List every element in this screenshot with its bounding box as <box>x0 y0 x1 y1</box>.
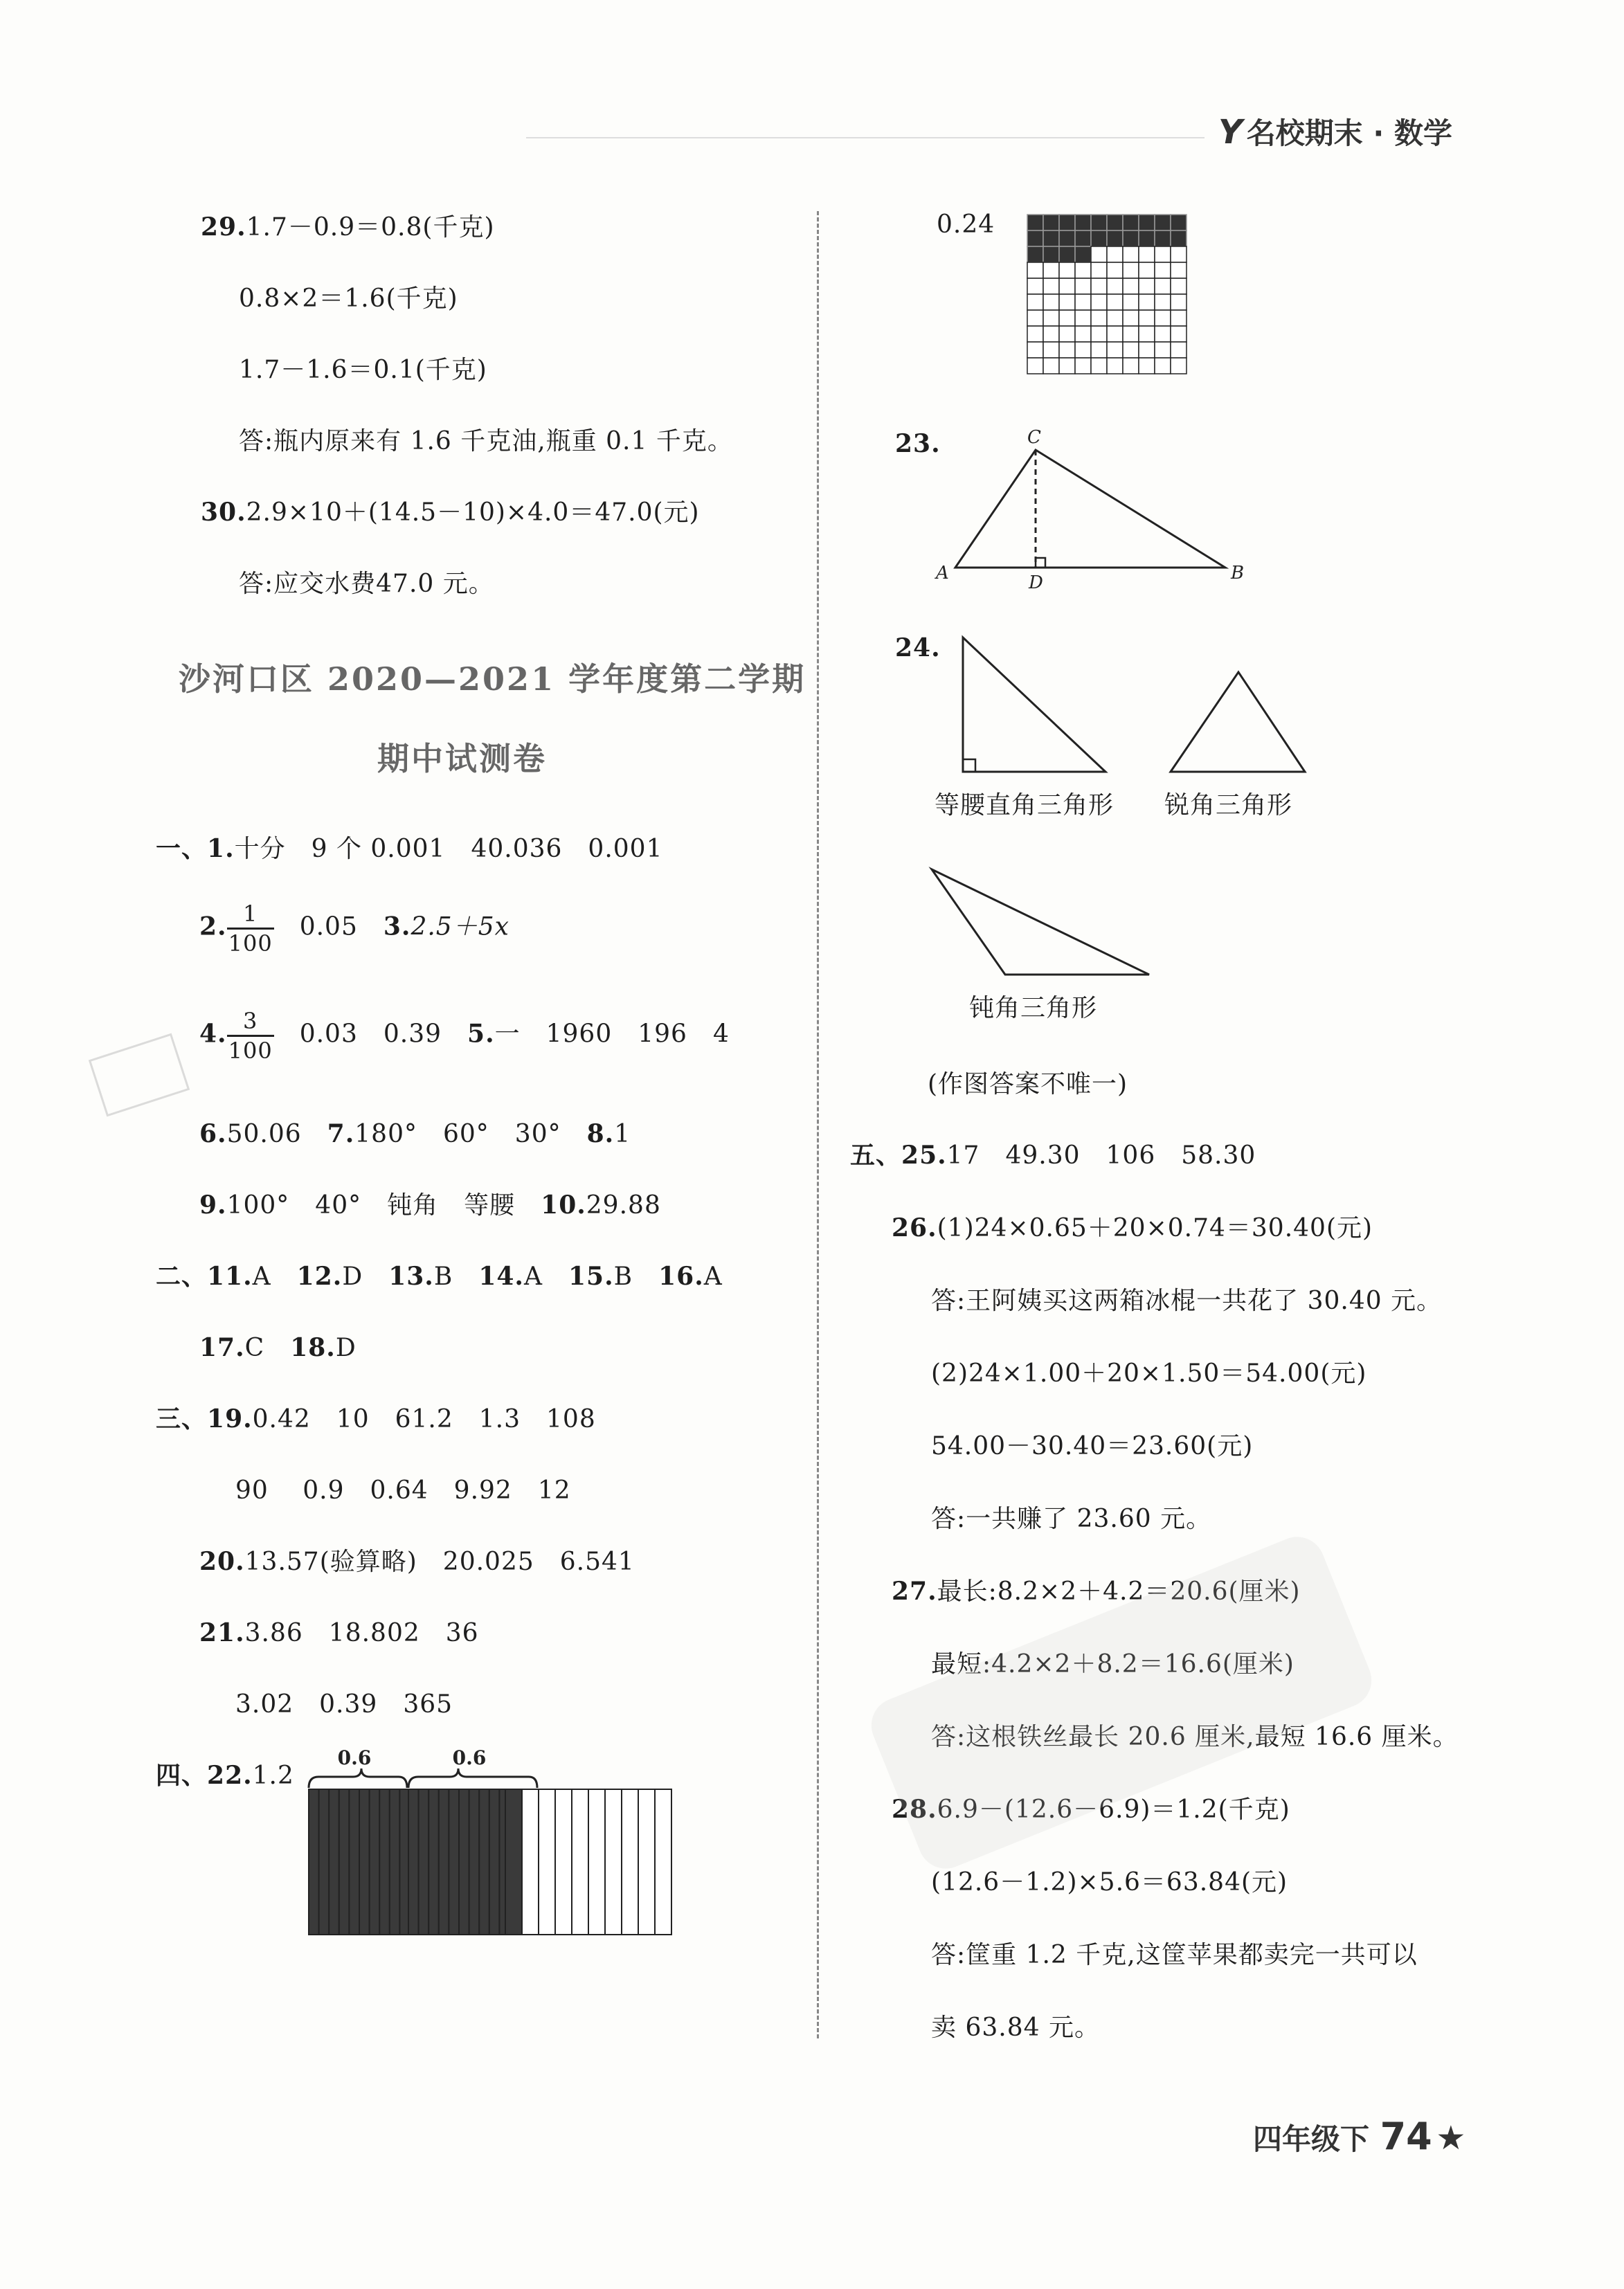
bar-strip <box>622 1789 638 1935</box>
q29-line3: 1.7－1.6＝0.1(千克) <box>239 356 487 384</box>
bar-strip <box>555 1789 572 1935</box>
grid-cell <box>1139 215 1155 230</box>
bar-strip <box>605 1789 622 1935</box>
bar-strip <box>379 1789 390 1935</box>
bar-strip <box>638 1789 655 1935</box>
grid-cell <box>1043 326 1059 342</box>
grid-cell <box>1059 278 1075 294</box>
grid-cell <box>1107 326 1123 342</box>
grid-cell <box>1075 215 1091 230</box>
grid-cell <box>1139 262 1155 278</box>
grid-cell <box>1123 294 1139 310</box>
grid-cell <box>1155 278 1171 294</box>
grid-cell <box>1027 246 1043 262</box>
q27-line2: 最短:4.2×2＋8.2＝16.6(厘米) <box>931 1650 1294 1679</box>
brace-2-label: 0.6 <box>452 1746 487 1769</box>
grid-cell <box>1059 294 1075 310</box>
q24-note: (作图答案不唯一) <box>928 1070 1128 1098</box>
grid-cell <box>1139 278 1155 294</box>
triangle-label-3: 钝角三角形 <box>969 994 1098 1022</box>
grid-cell <box>1075 310 1091 326</box>
part3-q21-line2: 3.02 0.39 365 <box>235 1690 453 1719</box>
grid-cell <box>1043 342 1059 358</box>
q27-line1: 27.最长:8.2×2＋4.2＝20.6(厘米) <box>892 1577 1301 1606</box>
bar-strip <box>408 1789 419 1935</box>
star-icon: ★ <box>1436 2119 1466 2157</box>
grid-cell <box>1107 230 1123 246</box>
bar-strip <box>329 1789 339 1935</box>
obtuse-triangle <box>928 865 1156 983</box>
q29-answer: 答:瓶内原来有 1.6 千克油,瓶重 0.1 千克。 <box>239 427 733 455</box>
grid-cell <box>1123 342 1139 358</box>
vertex-b-label: B <box>1231 563 1245 583</box>
grid-cell <box>1075 342 1091 358</box>
grid-cell <box>1155 310 1171 326</box>
grid-cell <box>1043 215 1059 230</box>
grid-cell <box>1123 230 1139 246</box>
grid-cell <box>1091 230 1107 246</box>
q23-number: 23. <box>895 429 941 458</box>
bar-diagram <box>305 1748 678 1942</box>
fraction-3-100: $\frac{3}{100}$ <box>228 1008 273 1064</box>
bar-strip <box>370 1789 380 1935</box>
stamp-icon <box>89 1033 190 1117</box>
grid-cell <box>1171 326 1187 342</box>
vertex-a-label: A <box>936 563 949 583</box>
q23-triangle <box>935 427 1260 593</box>
grid-cell <box>1091 310 1107 326</box>
grid-cell <box>1075 262 1091 278</box>
page-number: 74 <box>1380 2115 1432 2158</box>
grid-cell <box>1107 342 1123 358</box>
part2-answers: 二、11.A 12.D 13.B 14.A 15.B 16.A <box>156 1262 723 1291</box>
grid-cell <box>1059 342 1075 358</box>
bar-strip <box>505 1789 522 1935</box>
part1-q2-q3: 2. $\frac{1}{100}$ 0.05 3.2.5＋5x <box>199 901 509 957</box>
grid-cell <box>1027 326 1043 342</box>
grid-cell <box>1171 342 1187 358</box>
grid-cell <box>1075 278 1091 294</box>
grid-cell <box>1107 358 1123 374</box>
grid-cell <box>1027 294 1043 310</box>
bar-strip <box>339 1789 350 1935</box>
grid-cell <box>1171 215 1187 230</box>
grid-cell <box>1075 358 1091 374</box>
bar-strip <box>359 1789 370 1935</box>
grid-cell <box>1059 358 1075 374</box>
grid-cell <box>1075 230 1091 246</box>
footer <box>1253 2115 1465 2158</box>
q26-line1: 26.(1)24×0.65＋20×0.74＝30.40(元) <box>892 1213 1373 1242</box>
grid-cell <box>1139 326 1155 342</box>
bar-group <box>309 1789 671 1935</box>
q30-answer: 答:应交水费47.0 元。 <box>239 570 494 598</box>
grid-cell <box>1091 342 1107 358</box>
grid-cell <box>1043 230 1059 246</box>
grid-cell <box>1139 342 1155 358</box>
bar-strip <box>459 1789 469 1935</box>
brace-2 <box>408 1768 537 1788</box>
grid-cell <box>1123 215 1139 230</box>
grid-cell <box>1155 246 1171 262</box>
bar-strip <box>419 1789 429 1935</box>
grid-cell <box>1171 262 1187 278</box>
q26-line2: (2)24×1.00＋20×1.50＝54.00(元) <box>931 1359 1367 1388</box>
vertex-d-label: D <box>1029 572 1043 593</box>
grid-cell <box>1075 246 1091 262</box>
grid-cell <box>1027 358 1043 374</box>
bar-strip <box>479 1789 489 1935</box>
q30-line1: 30.2.9×10＋(14.5－10)×4.0＝47.0(元) <box>201 498 700 527</box>
grid-cell <box>1027 278 1043 294</box>
bar-strip <box>309 1789 319 1935</box>
q24-number: 24. <box>895 633 941 662</box>
grid-cell <box>1107 310 1123 326</box>
grid-cell <box>1043 278 1059 294</box>
grid-cell <box>1107 246 1123 262</box>
q29-line1: 29.1.7－0.9＝0.8(千克) <box>201 212 495 242</box>
grid-cell <box>1155 230 1171 246</box>
bar-strip <box>655 1789 671 1935</box>
part1-q4-q5: 4. $\frac{3}{100}$ 0.03 0.39 5.一 1960 196 4 <box>199 1008 730 1064</box>
vertex-c-label: C <box>1027 427 1041 448</box>
grid-cell <box>1139 246 1155 262</box>
grid-cell <box>1107 294 1123 310</box>
bar-strip <box>439 1789 449 1935</box>
grid-cell <box>1091 358 1107 374</box>
bar-strip <box>522 1789 539 1935</box>
grid-cell <box>1027 310 1043 326</box>
bar-strip <box>349 1789 359 1935</box>
grid-cell <box>1043 294 1059 310</box>
part3-q19-line2: 90 0.9 0.64 9.92 12 <box>235 1476 571 1505</box>
grid-cell <box>1171 230 1187 246</box>
grid-cell <box>1123 278 1139 294</box>
triangle-label-2: 锐角三角形 <box>1164 791 1293 820</box>
grid-cell <box>1171 310 1187 326</box>
grid-group <box>1027 215 1187 374</box>
grid-cell <box>1059 310 1075 326</box>
bar-strip <box>428 1789 439 1935</box>
grid-cell <box>1075 294 1091 310</box>
grid-cell <box>1123 358 1139 374</box>
grid-cell <box>1043 246 1059 262</box>
acute-triangle <box>1166 668 1312 779</box>
bar-strip <box>489 1789 500 1935</box>
bar-strip <box>319 1789 330 1935</box>
brace-1-label: 0.6 <box>337 1746 372 1769</box>
grid-cell <box>1155 358 1171 374</box>
grid-cell <box>1107 262 1123 278</box>
grid-cell <box>1155 294 1171 310</box>
part3-q20: 20.13.57(验算略) 20.025 6.541 <box>199 1547 635 1576</box>
q28-answer1: 答:筐重 1.2 千克,这筐苹果都卖完一共可以 <box>931 1941 1418 1969</box>
grid-cell <box>1139 294 1155 310</box>
part5-q25: 五、25.17 49.30 106 58.30 <box>850 1141 1256 1170</box>
isosceles-right-triangle <box>959 633 1118 779</box>
grid-cell <box>1027 230 1043 246</box>
grid-cell <box>1155 326 1171 342</box>
part2-answers-2: 17.C 18.D <box>199 1333 357 1362</box>
q29-line2: 0.8×2＝1.6(千克) <box>239 284 458 313</box>
grid-cell <box>1155 215 1171 230</box>
q27-answer: 答:这根铁丝最长 20.6 厘米,最短 16.6 厘米。 <box>931 1723 1459 1751</box>
grid-cell <box>1123 262 1139 278</box>
grid-cell <box>1171 246 1187 262</box>
fraction-1-100: $\frac{1}{100}$ <box>228 901 273 957</box>
grid-cell <box>1139 358 1155 374</box>
column-divider <box>817 211 819 2038</box>
grid-cell <box>1123 310 1139 326</box>
bar-strip <box>469 1789 480 1935</box>
q28-answer2: 卖 63.84 元。 <box>931 2014 1100 2042</box>
grid-cell <box>1107 278 1123 294</box>
grid-cell <box>1075 326 1091 342</box>
bar-strip <box>572 1789 588 1935</box>
brand-logo-icon: Y <box>1218 113 1243 152</box>
bar-strip <box>449 1789 459 1935</box>
grid-cell <box>1091 246 1107 262</box>
q22-continued-value: 0.24 <box>937 210 995 239</box>
grid-cell <box>1091 215 1107 230</box>
grid-cell <box>1059 230 1075 246</box>
section-title-line1: 沙河口区 2020—2021 学年度第二学期 <box>179 660 806 698</box>
grid-cell <box>1059 262 1075 278</box>
triangle-label-1: 等腰直角三角形 <box>935 791 1115 820</box>
grid-cell <box>1059 326 1075 342</box>
header-rule <box>526 137 1205 138</box>
grid-cell <box>1059 215 1075 230</box>
grid-cell <box>1059 246 1075 262</box>
brace-1 <box>309 1768 407 1788</box>
grid-cell <box>1091 326 1107 342</box>
grid-cell <box>1139 310 1155 326</box>
grid-cell <box>1155 262 1171 278</box>
grid-cell <box>1171 294 1187 310</box>
part1-q6-q8: 6.50.06 7.180° 60° 30° 8.1 <box>199 1119 631 1148</box>
grid-cell <box>1043 310 1059 326</box>
q28-line1: 28.6.9－(12.6－6.9)＝1.2(千克) <box>892 1795 1290 1824</box>
grid-cell <box>1027 342 1043 358</box>
grid-cell <box>1123 246 1139 262</box>
grid-cell <box>1139 230 1155 246</box>
grid-cell <box>1043 262 1059 278</box>
grid-cell <box>1027 215 1043 230</box>
part1-q1: 一、1.十分 9 个 0.001 40.036 0.001 <box>156 834 663 863</box>
bar-strip <box>539 1789 555 1935</box>
footer-grade: 四年级下 <box>1253 2122 1370 2156</box>
grid-cell <box>1123 326 1139 342</box>
part3-q19-line1: 三、19.0.42 10 61.2 1.3 108 <box>156 1404 596 1433</box>
bar-strip <box>390 1789 400 1935</box>
header-brand: Y 名校期末 · 数学 <box>1218 113 1452 152</box>
grid-cell <box>1027 262 1043 278</box>
part3-q21-line1: 21.3.86 18.802 36 <box>199 1618 479 1647</box>
q26-answer2: 答:一共赚了 23.60 元。 <box>931 1505 1212 1533</box>
grid-cell <box>1091 278 1107 294</box>
bar-strip <box>588 1789 605 1935</box>
q28-line2: (12.6－1.2)×5.6＝63.84(元) <box>931 1868 1288 1897</box>
grid-cell <box>1043 358 1059 374</box>
grid-cell <box>1171 278 1187 294</box>
hundred-grid <box>1026 213 1189 377</box>
part4-q22: 四、22.1.2 <box>156 1761 294 1790</box>
part1-q9-q10: 9.100° 40° 钝角 等腰 10.29.88 <box>199 1191 661 1220</box>
grid-cell <box>1091 294 1107 310</box>
section-title-line2: 期中试测卷 <box>377 740 547 777</box>
grid-cell <box>1107 215 1123 230</box>
grid-cell <box>1091 262 1107 278</box>
grid-cell <box>1155 342 1171 358</box>
grid-cell <box>1171 358 1187 374</box>
q26-answer1: 答:王阿姨买这两箱冰棍一共花了 30.40 元。 <box>931 1287 1443 1315</box>
q26-line3: 54.00－30.40＝23.60(元) <box>931 1432 1254 1460</box>
